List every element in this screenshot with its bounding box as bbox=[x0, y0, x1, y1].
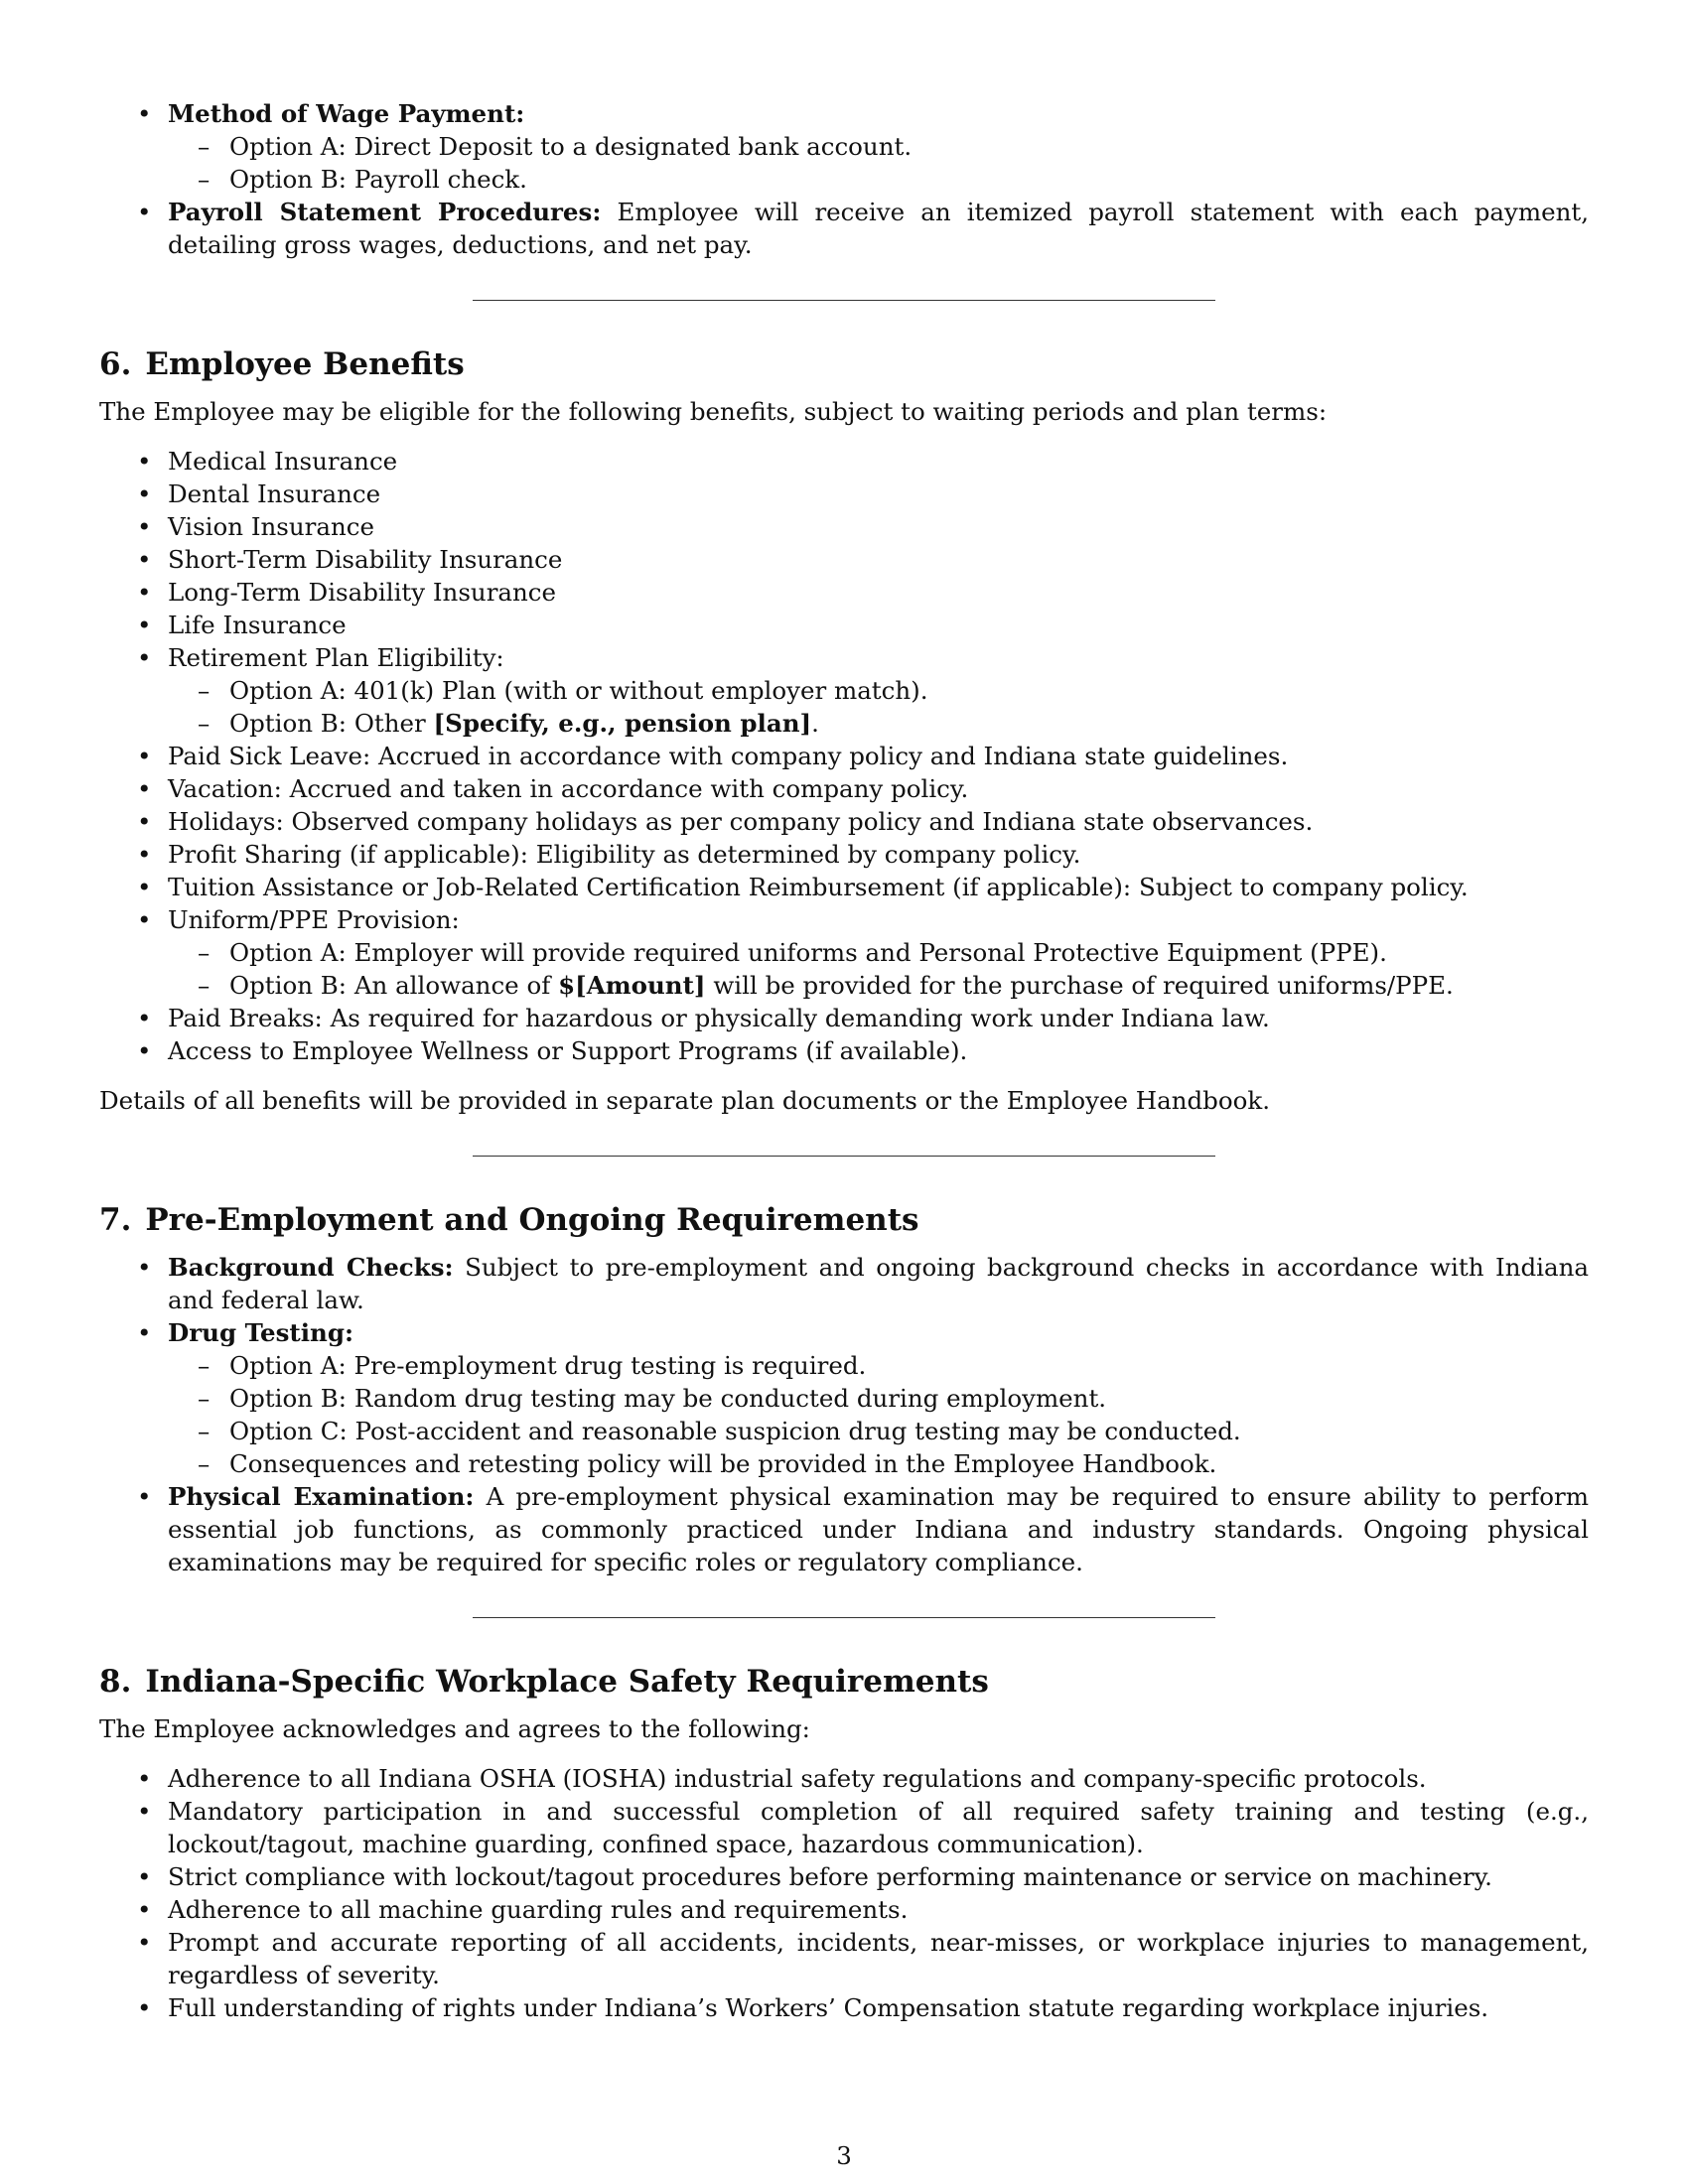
list-item bbox=[99, 445, 1589, 478]
list-item bbox=[99, 609, 1589, 641]
option-text: Option B: Payroll check. bbox=[229, 165, 527, 194]
benefit-text: Tuition Assistance or Job-Related Certification Reimbursement (if applicable): Subject to company policy. bbox=[168, 873, 1469, 901]
benefits-closing: Details of all benefits will be provided in separate plan documents or the Employee Handbook. bbox=[99, 1086, 1271, 1115]
list-item bbox=[99, 903, 1589, 1002]
benefit-text: Vision Insurance bbox=[168, 512, 374, 541]
background-checks-label: Background Checks: bbox=[168, 1253, 454, 1282]
bullet-icon: • bbox=[137, 545, 152, 574]
list-item bbox=[168, 1382, 1589, 1415]
list-item bbox=[168, 936, 1589, 969]
wage-payment-list bbox=[99, 97, 1589, 261]
dash-icon: – bbox=[198, 165, 211, 194]
background-checks-text: Subject to pre-employment and ongoing background checks in accordance with Indiana and federal law. bbox=[168, 1253, 1589, 1314]
bullet-icon: • bbox=[137, 1993, 152, 2022]
benefits-list bbox=[99, 445, 1589, 1067]
bullet-icon: • bbox=[137, 1036, 152, 1065]
benefit-text: Retirement Plan Eligibility: bbox=[168, 643, 504, 672]
safety-text: Full understanding of rights under Indiana’s Workers’ Compensation statute regarding workplace injuries. bbox=[168, 1993, 1489, 2022]
option-text: Option A: Direct Deposit to a designated bank account. bbox=[229, 132, 913, 161]
option-text: will be provided for the purchase of required uniforms/PPE. bbox=[705, 971, 1454, 1000]
section-heading-8 bbox=[99, 1662, 1589, 1702]
bullet-icon: • bbox=[137, 198, 152, 226]
benefit-text: Vacation: Accrued and taken in accordance with company policy. bbox=[168, 774, 969, 803]
list-item bbox=[168, 163, 1589, 196]
bullet-icon: • bbox=[137, 807, 152, 836]
list-item bbox=[99, 1926, 1589, 1991]
section-title: Employee Benefits bbox=[145, 346, 465, 382]
bullet-icon: • bbox=[137, 1862, 152, 1891]
safety-text: Adherence to all machine guarding rules and requirements. bbox=[168, 1895, 909, 1924]
option-text: Option A: Pre-employment drug testing is required. bbox=[229, 1351, 867, 1380]
dash-icon: – bbox=[198, 676, 211, 705]
dash-icon: – bbox=[198, 971, 211, 1000]
benefit-text: Paid Sick Leave: Accrued in accordance with company policy and Indiana state guidelines. bbox=[168, 742, 1289, 770]
list-item bbox=[99, 543, 1589, 576]
dash-icon: – bbox=[198, 1384, 211, 1413]
list-item bbox=[99, 1860, 1589, 1893]
benefit-text: Uniform/PPE Provision: bbox=[168, 905, 460, 934]
benefit-text: Dental Insurance bbox=[168, 479, 381, 508]
bullet-icon: • bbox=[137, 447, 152, 476]
list-item bbox=[99, 871, 1589, 903]
page-number: 3 bbox=[836, 2141, 852, 2170]
option-text: . bbox=[811, 709, 819, 738]
section-title: Indiana-Specific Workplace Safety Requirements bbox=[145, 1664, 989, 1700]
section-title: Pre-Employment and Ongoing Requirements bbox=[145, 1202, 919, 1238]
benefit-text: Long-Term Disability Insurance bbox=[168, 578, 557, 607]
bullet-icon: • bbox=[137, 742, 152, 770]
benefit-text: Medical Insurance bbox=[168, 447, 398, 476]
section-divider bbox=[473, 1617, 1215, 1618]
benefit-text: Holidays: Observed company holidays as per company policy and Indiana state observances. bbox=[168, 807, 1314, 836]
dash-icon: – bbox=[198, 132, 211, 161]
list-item bbox=[99, 740, 1589, 772]
list-item bbox=[99, 1251, 1589, 1316]
list-item bbox=[99, 1893, 1589, 1926]
list-item bbox=[99, 772, 1589, 805]
bullet-icon: • bbox=[137, 1004, 152, 1032]
option-text: Option C: Post-accident and reasonable suspicion drug testing may be conducted. bbox=[229, 1417, 1241, 1445]
list-item bbox=[99, 576, 1589, 609]
section-divider bbox=[473, 300, 1215, 301]
list-item bbox=[168, 707, 1589, 740]
option-text: Option B: Other bbox=[229, 709, 434, 738]
safety-text: Strict compliance with lockout/tagout procedures before performing maintenance or service on machinery. bbox=[168, 1862, 1492, 1891]
list-item bbox=[99, 1795, 1589, 1860]
wage-payment-options bbox=[168, 130, 1589, 196]
option-text: Consequences and retesting policy will be provided in the Employee Handbook. bbox=[229, 1449, 1217, 1478]
section-divider bbox=[473, 1156, 1215, 1157]
method-of-wage-payment-label: Method of Wage Payment: bbox=[168, 99, 525, 128]
dash-icon: – bbox=[198, 938, 211, 967]
drug-testing-label: Drug Testing: bbox=[168, 1318, 354, 1347]
section-number: 6. bbox=[99, 346, 132, 382]
retirement-options bbox=[168, 674, 1589, 740]
benefit-text: Life Insurance bbox=[168, 611, 347, 639]
bullet-icon: • bbox=[137, 1928, 152, 1957]
list-item bbox=[168, 1415, 1589, 1447]
list-item bbox=[99, 1034, 1589, 1067]
bullet-icon: • bbox=[137, 873, 152, 901]
dash-icon: – bbox=[198, 709, 211, 738]
bullet-icon: • bbox=[137, 611, 152, 639]
list-item bbox=[99, 805, 1589, 838]
option-text: Option A: Employer will provide required uniforms and Personal Protective Equipment (PPE). bbox=[229, 938, 1387, 967]
list-item bbox=[168, 130, 1589, 163]
list-item bbox=[168, 969, 1589, 1002]
list-item bbox=[99, 196, 1589, 261]
safety-text: Mandatory participation in and successful completion of all required safety training and testing (e.g., lockout/tagout, machine guarding, confined space, hazardous communication). bbox=[168, 1797, 1589, 1858]
section-intro: The Employee acknowledges and agrees to the following: bbox=[99, 1714, 810, 1743]
payroll-statement-text: Employee will receive an itemized payroll statement with each payment, detailing gross wages, deductions, and net pay. bbox=[168, 198, 1589, 259]
benefit-text: Profit Sharing (if applicable): Eligibility as determined by company policy. bbox=[168, 840, 1081, 869]
list-item bbox=[99, 97, 1589, 196]
option-text: Option A: 401(k) Plan (with or without employer match). bbox=[229, 676, 928, 705]
section-number: 7. bbox=[99, 1202, 132, 1238]
option-text: Option B: Random drug testing may be conducted during employment. bbox=[229, 1384, 1107, 1413]
list-item bbox=[99, 1991, 1589, 2024]
list-item bbox=[99, 838, 1589, 871]
list-item bbox=[168, 1447, 1589, 1480]
option-text: Option B: An allowance of bbox=[229, 971, 559, 1000]
list-item bbox=[99, 478, 1589, 510]
section-heading-7 bbox=[99, 1200, 1589, 1240]
physical-examination-text: A pre-employment physical examination may be required to ensure ability to perform essential job functions, as commonly practiced under Indiana and industry standards. Ongoing physical examinations may be required for specific roles or regulatory compliance. bbox=[168, 1482, 1589, 1576]
bullet-icon: • bbox=[137, 1253, 152, 1282]
bullet-icon: • bbox=[137, 99, 152, 128]
list-item bbox=[99, 1002, 1589, 1034]
safety-text: Prompt and accurate reporting of all accidents, incidents, near-misses, or workplace injuries to management, regardless of severity. bbox=[168, 1928, 1589, 1989]
list-item bbox=[168, 674, 1589, 707]
list-item bbox=[168, 1349, 1589, 1382]
bullet-icon: • bbox=[137, 479, 152, 508]
safety-text: Adherence to all Indiana OSHA (IOSHA) industrial safety regulations and company-specific protocols. bbox=[168, 1764, 1427, 1793]
physical-examination-label: Physical Examination: bbox=[168, 1482, 475, 1511]
benefit-text: Short-Term Disability Insurance bbox=[168, 545, 563, 574]
bullet-icon: • bbox=[137, 1797, 152, 1826]
page-content bbox=[99, 97, 1589, 2024]
list-item bbox=[99, 641, 1589, 740]
section-heading-6 bbox=[99, 344, 1589, 384]
bullet-icon: • bbox=[137, 905, 152, 934]
placeholder-text: $[Amount] bbox=[558, 971, 706, 1000]
drug-testing-options bbox=[168, 1349, 1589, 1480]
list-item bbox=[99, 1316, 1589, 1480]
safety-requirements-list bbox=[99, 1762, 1589, 2024]
bullet-icon: • bbox=[137, 774, 152, 803]
benefit-text: Access to Employee Wellness or Support Programs (if available). bbox=[168, 1036, 968, 1065]
list-item bbox=[99, 1480, 1589, 1578]
list-item bbox=[99, 1762, 1589, 1795]
placeholder-text: [Specify, e.g., pension plan] bbox=[433, 709, 812, 738]
dash-icon: – bbox=[198, 1351, 211, 1380]
bullet-icon: • bbox=[137, 1895, 152, 1924]
bullet-icon: • bbox=[137, 578, 152, 607]
bullet-icon: • bbox=[137, 840, 152, 869]
uniform-options bbox=[168, 936, 1589, 1002]
bullet-icon: • bbox=[137, 643, 152, 672]
dash-icon: – bbox=[198, 1417, 211, 1445]
payroll-statement-label: Payroll Statement Procedures: bbox=[168, 198, 602, 226]
section-intro: The Employee may be eligible for the following benefits, subject to waiting periods and plan terms: bbox=[99, 397, 1328, 426]
dash-icon: – bbox=[198, 1449, 211, 1478]
bullet-icon: • bbox=[137, 1482, 152, 1511]
requirements-list bbox=[99, 1251, 1589, 1578]
bullet-icon: • bbox=[137, 1764, 152, 1793]
list-item bbox=[99, 510, 1589, 543]
section-number: 8. bbox=[99, 1664, 132, 1700]
bullet-icon: • bbox=[137, 1318, 152, 1347]
benefit-text: Paid Breaks: As required for hazardous or physically demanding work under Indiana law. bbox=[168, 1004, 1270, 1032]
bullet-icon: • bbox=[137, 512, 152, 541]
